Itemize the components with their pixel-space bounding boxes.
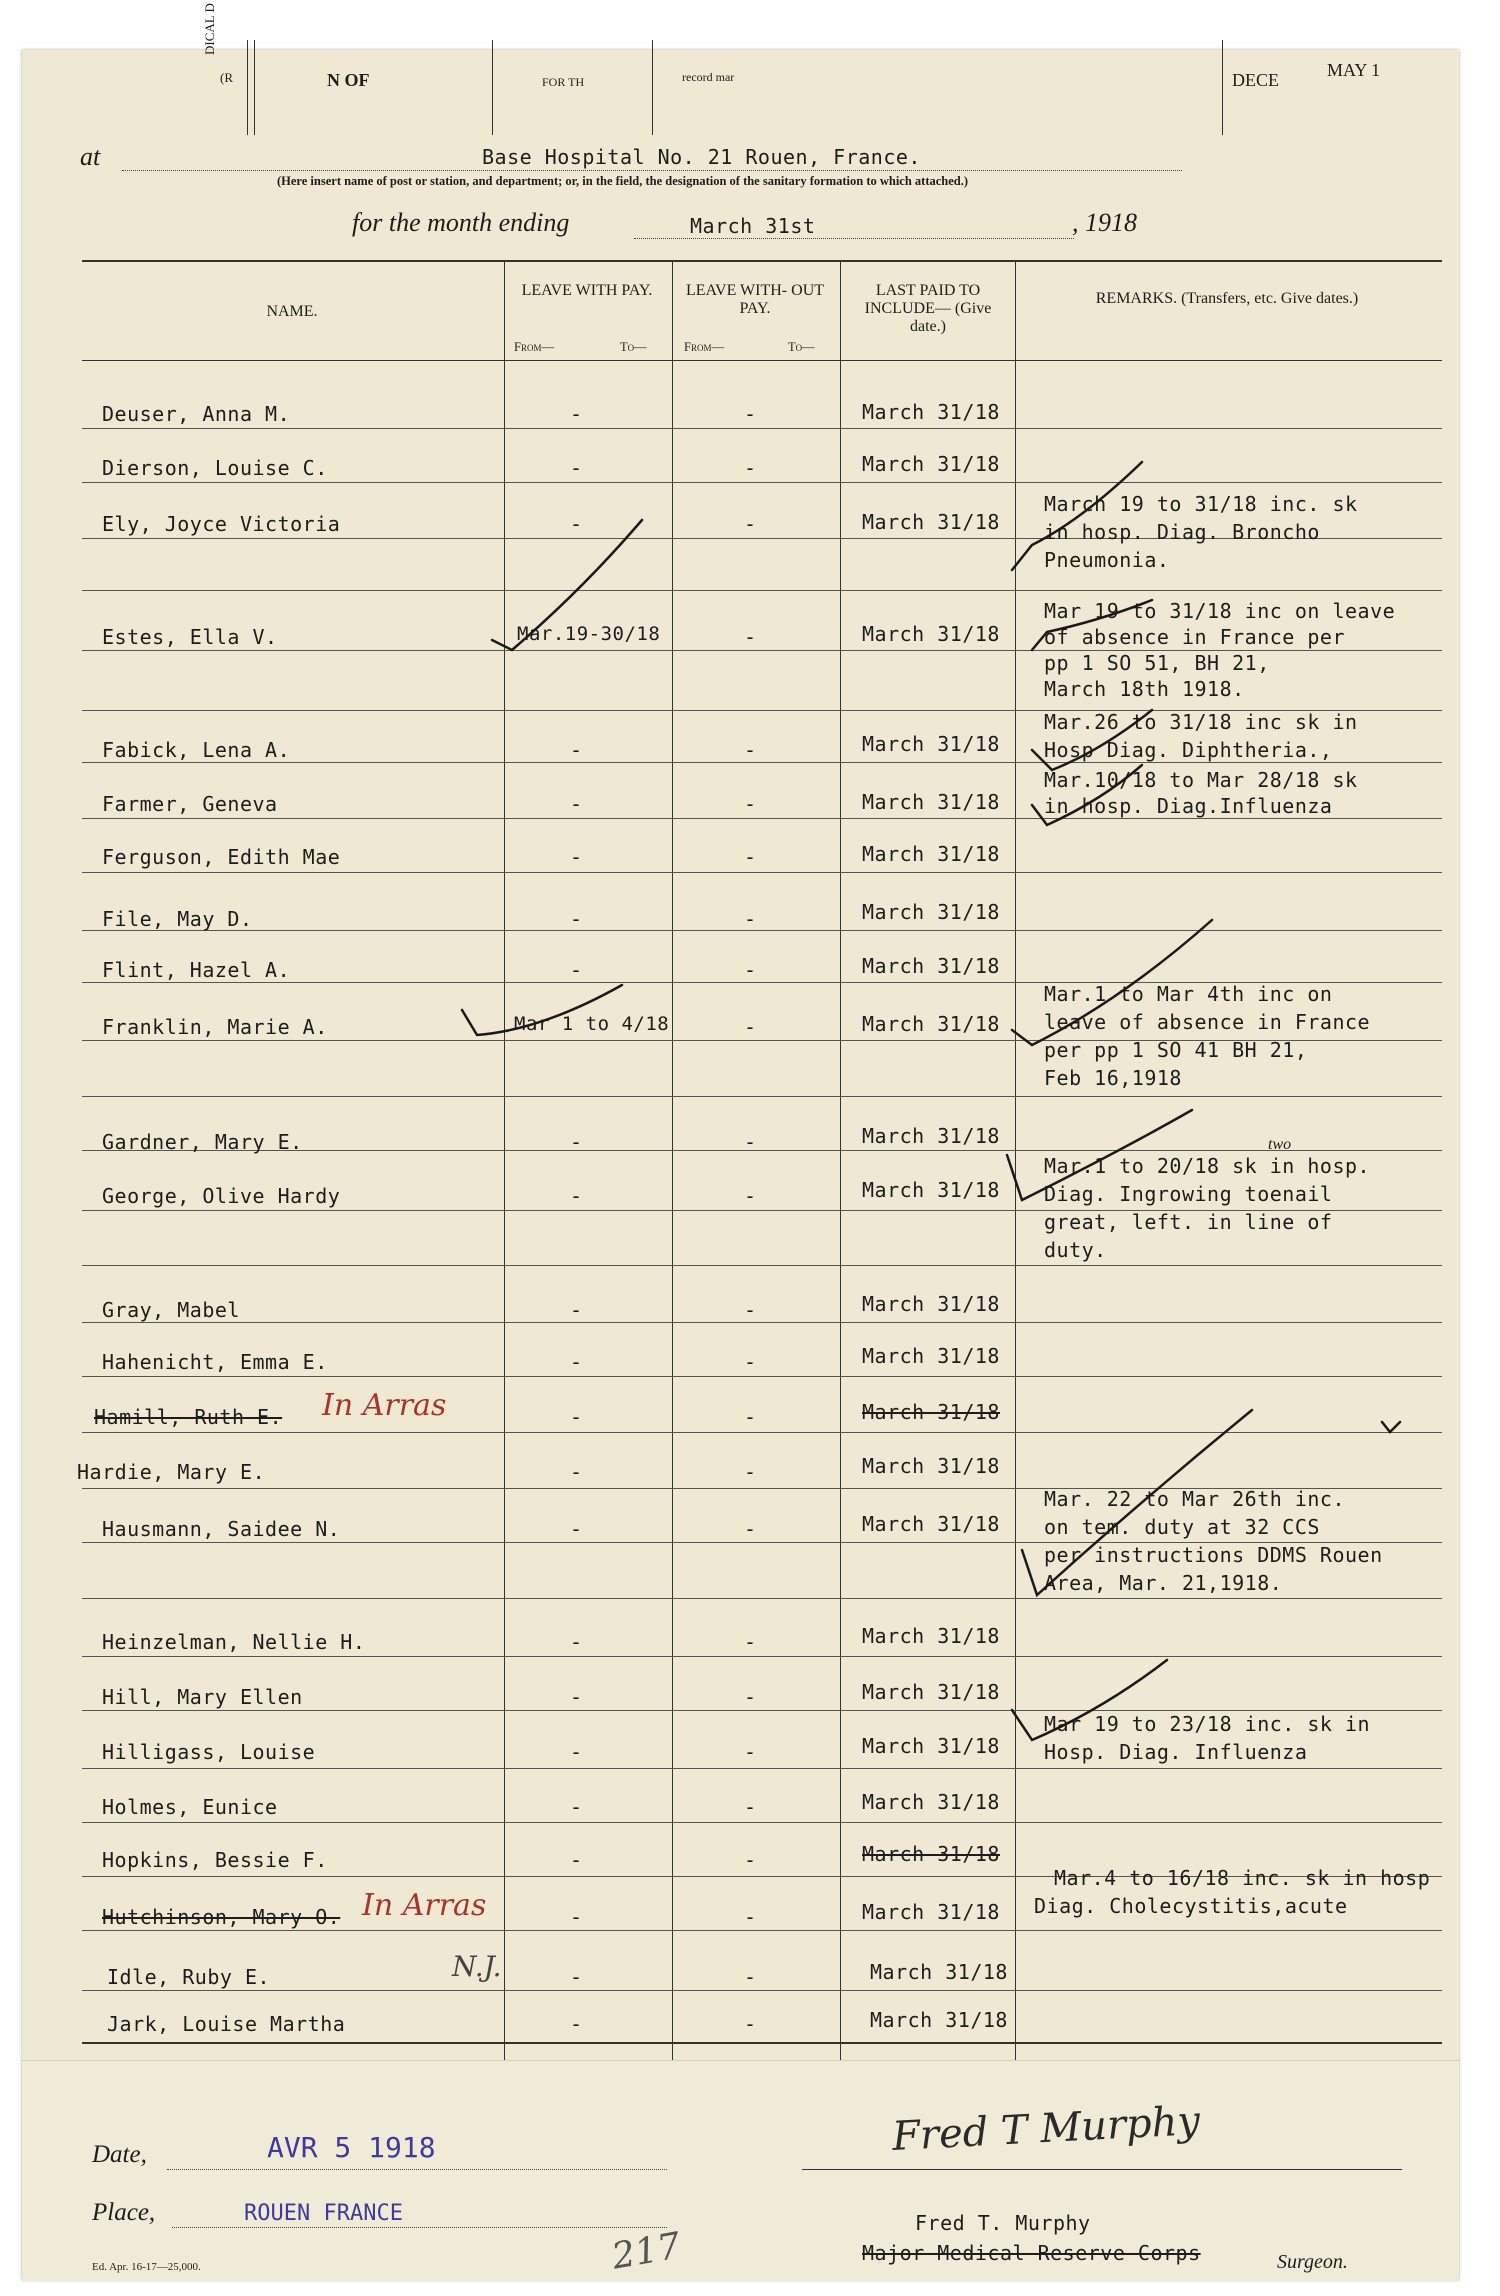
row-without-pay: - — [744, 958, 757, 982]
row-without-pay: - — [744, 1795, 757, 1819]
row-name: Hahenicht, Emma E. — [102, 1350, 328, 1374]
row-name: Farmer, Geneva — [102, 792, 278, 816]
check-mark — [462, 985, 622, 1035]
remark-line: Mar 19 to 31/18 inc on leave — [1044, 599, 1396, 623]
station-note: (Here insert name of post or station, and department; or, in the field, the designation of the sanitary formation to which attached.) — [277, 174, 969, 188]
row-paid: March 31/18 — [862, 1512, 1000, 1536]
row-paid: March 31/18 — [862, 452, 1000, 476]
date-label: Date, — [92, 2141, 147, 2168]
remark-line: pp 1 SO 51, BH 21, — [1044, 651, 1270, 675]
row-without-pay: - — [744, 792, 757, 816]
period-value: March 31st — [690, 214, 816, 238]
row-without-pay: - — [744, 1350, 757, 1374]
header-leave-without-pay: LEAVE WITH- OUT PAY. — [685, 282, 825, 317]
roster-sheet — [22, 3, 1459, 2280]
row-with-pay: - — [570, 1298, 583, 1322]
row-name: Estes, Ella V. — [102, 625, 278, 649]
row-name: Idle, Ruby E. — [107, 1965, 271, 1989]
place-stamp: ROUEN FRANCE — [244, 2201, 403, 2226]
row-without-pay: - — [744, 1848, 757, 1872]
remark-line: per instructions DDMS Rouen — [1044, 1543, 1383, 1567]
station-value: Base Hospital No. 21 Rouen, France. — [482, 145, 921, 169]
signer-name: Fred T. Murphy — [915, 2211, 1091, 2235]
row-name: Hausmann, Saidee N. — [102, 1517, 341, 1541]
row-name: Dierson, Louise C. — [102, 456, 328, 480]
period-year: , 1918 — [1072, 208, 1137, 237]
remark-line: Area, Mar. 21,1918. — [1044, 1571, 1283, 1595]
check-mark — [1022, 1410, 1252, 1595]
strip-text: record mar — [682, 70, 735, 84]
row-with-pay: - — [570, 907, 583, 931]
row-without-pay: - — [744, 1965, 757, 1989]
row-without-pay: - — [744, 625, 757, 649]
header-to: To— — [620, 340, 647, 354]
remark-line: great, left. in line of — [1044, 1210, 1333, 1234]
remark-line: Pneumonia. — [1044, 548, 1170, 572]
remark-line: Mar.4 to 16/18 inc. sk in hosp — [1054, 1866, 1431, 1890]
header-remarks: REMARKS. (Transfers, etc. Give dates.) — [1095, 290, 1359, 307]
handwritten-note: In Arras — [322, 1388, 447, 1423]
row-without-pay: - — [744, 456, 757, 480]
pencil-note: 217 — [608, 2225, 684, 2278]
check-mark — [1012, 920, 1212, 1045]
row-name: Hopkins, Bessie F. — [102, 1848, 328, 1872]
row-with-pay: - — [570, 2012, 583, 2036]
insert-note: two — [1268, 1136, 1292, 1153]
row-with-pay: - — [570, 512, 583, 536]
remark-line: Mar.10/18 to Mar 28/18 sk — [1044, 768, 1358, 792]
row-without-pay: - — [744, 1460, 757, 1484]
row-with-pay: - — [570, 1848, 583, 1872]
row-with-pay: - — [570, 1350, 583, 1374]
check-mark — [492, 520, 642, 650]
row-without-pay: - — [744, 1298, 757, 1322]
row-name: Hill, Mary Ellen — [102, 1685, 303, 1709]
remark-line: in hosp. Diag.Influenza — [1044, 794, 1333, 818]
row-name: Deuser, Anna M. — [102, 402, 291, 426]
row-name: Jark, Louise Martha — [107, 2012, 346, 2036]
row-name: Heinzelman, Nellie H. — [102, 1630, 366, 1654]
check-marks — [22, 50, 1459, 2280]
row-without-pay: - — [744, 1130, 757, 1154]
strip-text: DECE — [1232, 70, 1279, 90]
row-without-pay: - — [744, 402, 757, 426]
remark-line: Mar.1 to 20/18 sk in hosp. — [1044, 1154, 1371, 1178]
strip-text: MAY 1 — [1327, 60, 1381, 80]
row-name: Hamill, Ruth E. — [94, 1405, 283, 1429]
row-paid: March 31/18 — [862, 1454, 1000, 1478]
signer-rank: Major Medical Reserve Corps — [862, 2241, 1201, 2265]
row-paid: March 31/18 — [862, 1734, 1000, 1758]
row-without-pay: - — [744, 1740, 757, 1764]
strip-text: (R — [220, 70, 233, 85]
row-paid: March 31/18 — [862, 1842, 1000, 1866]
row-paid: March 31/18 — [862, 1012, 1000, 1036]
row-with-pay: - — [570, 738, 583, 762]
row-paid: March 31/18 — [862, 900, 1000, 924]
remark-line: Feb 16,1918 — [1044, 1066, 1182, 1090]
row-paid: March 31/18 — [862, 1680, 1000, 1704]
strip-text: FOR TH — [542, 75, 585, 89]
row-name: Holmes, Eunice — [102, 1795, 278, 1819]
handwritten-initials: N.J. — [452, 1950, 502, 1983]
handwritten-note: In Arras — [362, 1888, 487, 1923]
period-label: for the month ending — [352, 208, 570, 237]
row-paid: March 31/18 — [870, 1960, 1008, 1984]
check-mark — [1032, 710, 1152, 770]
row-with-pay: Mar.19-30/18 — [517, 623, 661, 645]
row-paid: March 31/18 — [862, 732, 1000, 756]
remark-line: Diag. Ingrowing toenail — [1044, 1182, 1333, 1206]
row-without-pay: - — [744, 1517, 757, 1541]
row-with-pay: - — [570, 845, 583, 869]
row-name: Ferguson, Edith Mae — [102, 845, 341, 869]
date-stamp: AVR 5 1918 — [267, 2131, 436, 2164]
check-mark — [1007, 1110, 1192, 1200]
row-name: Fabick, Lena A. — [102, 738, 291, 762]
row-with-pay: - — [570, 456, 583, 480]
header-from: From— — [514, 340, 554, 354]
row-paid: March 31/18 — [862, 1178, 1000, 1202]
check-mark — [1382, 1422, 1400, 1432]
strip-text: N OF — [327, 70, 370, 90]
remark-line: in hosp. Diag. Broncho — [1044, 520, 1320, 544]
row-name: Hardie, Mary E. — [77, 1460, 266, 1484]
row-paid: March 31/18 — [862, 1124, 1000, 1148]
row-without-pay: - — [744, 2012, 757, 2036]
header-leave-with-pay: LEAVE WITH PAY. — [521, 282, 653, 299]
remark-line: March 18th 1918. — [1044, 677, 1245, 701]
row-name: George, Olive Hardy — [102, 1184, 341, 1208]
remark-line: duty. — [1044, 1238, 1107, 1262]
row-name: Franklin, Marie A. — [102, 1015, 328, 1039]
remark-line: Hosp. Diag. Influenza — [1044, 1740, 1308, 1764]
row-paid: March 31/18 — [862, 1900, 1000, 1924]
row-without-pay: - — [744, 1405, 757, 1429]
row-with-pay: - — [570, 1740, 583, 1764]
station-label: at — [80, 142, 101, 171]
row-paid: March 31/18 — [862, 842, 1000, 866]
row-name: Gardner, Mary E. — [102, 1130, 303, 1154]
check-mark — [1032, 600, 1152, 650]
header-last-paid: LAST PAID TO INCLUDE— (Give date.) — [864, 282, 992, 335]
row-without-pay: - — [744, 512, 757, 536]
check-mark — [1012, 1660, 1167, 1740]
row-name: Ely, Joyce Victoria — [102, 512, 341, 536]
row-paid: March 31/18 — [862, 1344, 1000, 1368]
remark-line: March 19 to 31/18 inc. sk — [1044, 492, 1358, 516]
row-with-pay: - — [570, 958, 583, 982]
row-without-pay: - — [744, 1905, 757, 1929]
header-name: NAME. — [266, 303, 318, 320]
row-without-pay: - — [744, 845, 757, 869]
row-with-pay: - — [570, 1630, 583, 1654]
header-from: From— — [684, 340, 724, 354]
remark-line: Mar. 22 to Mar 26th inc. — [1044, 1487, 1345, 1511]
check-mark — [1012, 462, 1142, 570]
row-paid: March 31/18 — [862, 622, 1000, 646]
edition-note: Ed. Apr. 16-17—25,000. — [92, 2261, 201, 2273]
row-name: File, May D. — [102, 907, 253, 931]
strip-text: DICAL D — [202, 3, 217, 55]
row-paid: March 31/18 — [862, 400, 1000, 424]
row-name: Gray, Mabel — [102, 1298, 240, 1322]
remark-line: Mar.1 to Mar 4th inc on — [1044, 982, 1333, 1006]
check-mark — [1032, 765, 1142, 825]
row-with-pay: - — [570, 1460, 583, 1484]
row-with-pay: - — [570, 1905, 583, 1929]
surgeon-label: Surgeon. — [1277, 2251, 1348, 2273]
row-name: Hutchinson, Mary O. — [102, 1905, 341, 1929]
remark-line: of absence in France per — [1044, 625, 1345, 649]
row-paid: March 31/18 — [862, 1292, 1000, 1316]
row-without-pay: - — [744, 1015, 757, 1039]
row-name: Hilligass, Louise — [102, 1740, 316, 1764]
row-with-pay: - — [570, 1130, 583, 1154]
row-paid: March 31/18 — [862, 790, 1000, 814]
row-without-pay: - — [744, 1630, 757, 1654]
row-paid: March 31/18 — [862, 510, 1000, 534]
row-paid: March 31/18 — [862, 954, 1000, 978]
row-with-pay: - — [570, 1405, 583, 1429]
row-with-pay: - — [570, 402, 583, 426]
row-with-pay: - — [570, 1685, 583, 1709]
row-with-pay: - — [570, 1517, 583, 1541]
row-with-pay: - — [570, 1965, 583, 1989]
row-without-pay: - — [744, 1685, 757, 1709]
row-without-pay: - — [744, 907, 757, 931]
row-paid: March 31/18 — [862, 1624, 1000, 1648]
remark-line: per pp 1 SO 41 BH 21, — [1044, 1038, 1308, 1062]
row-paid: March 31/18 — [870, 2008, 1008, 2032]
row-with-pay: - — [570, 1184, 583, 1208]
row-without-pay: - — [744, 738, 757, 762]
row-with-pay: - — [570, 1795, 583, 1819]
row-with-pay: Mar 1 to 4/18 — [514, 1013, 670, 1035]
header-to: To— — [788, 340, 815, 354]
row-without-pay: - — [744, 1184, 757, 1208]
remark-line: Hosp Diag. Diphtheria., — [1044, 738, 1333, 762]
row-with-pay: - — [570, 792, 583, 816]
signature: Fred T Murphy — [891, 2097, 1202, 2161]
row-name: Flint, Hazel A. — [102, 958, 291, 982]
remark-line: Mar 19 to 23/18 inc. sk in — [1044, 1712, 1371, 1736]
remark-line: on tem. duty at 32 CCS — [1044, 1515, 1320, 1539]
row-paid: March 31/18 — [862, 1400, 1000, 1424]
row-paid: March 31/18 — [862, 1790, 1000, 1814]
remark-line: Diag. Cholecystitis,acute — [1034, 1894, 1348, 1918]
remark-line: Mar.26 to 31/18 inc sk in — [1044, 710, 1358, 734]
place-label: Place, — [92, 2199, 156, 2226]
remark-line: leave of absence in France — [1044, 1010, 1371, 1034]
